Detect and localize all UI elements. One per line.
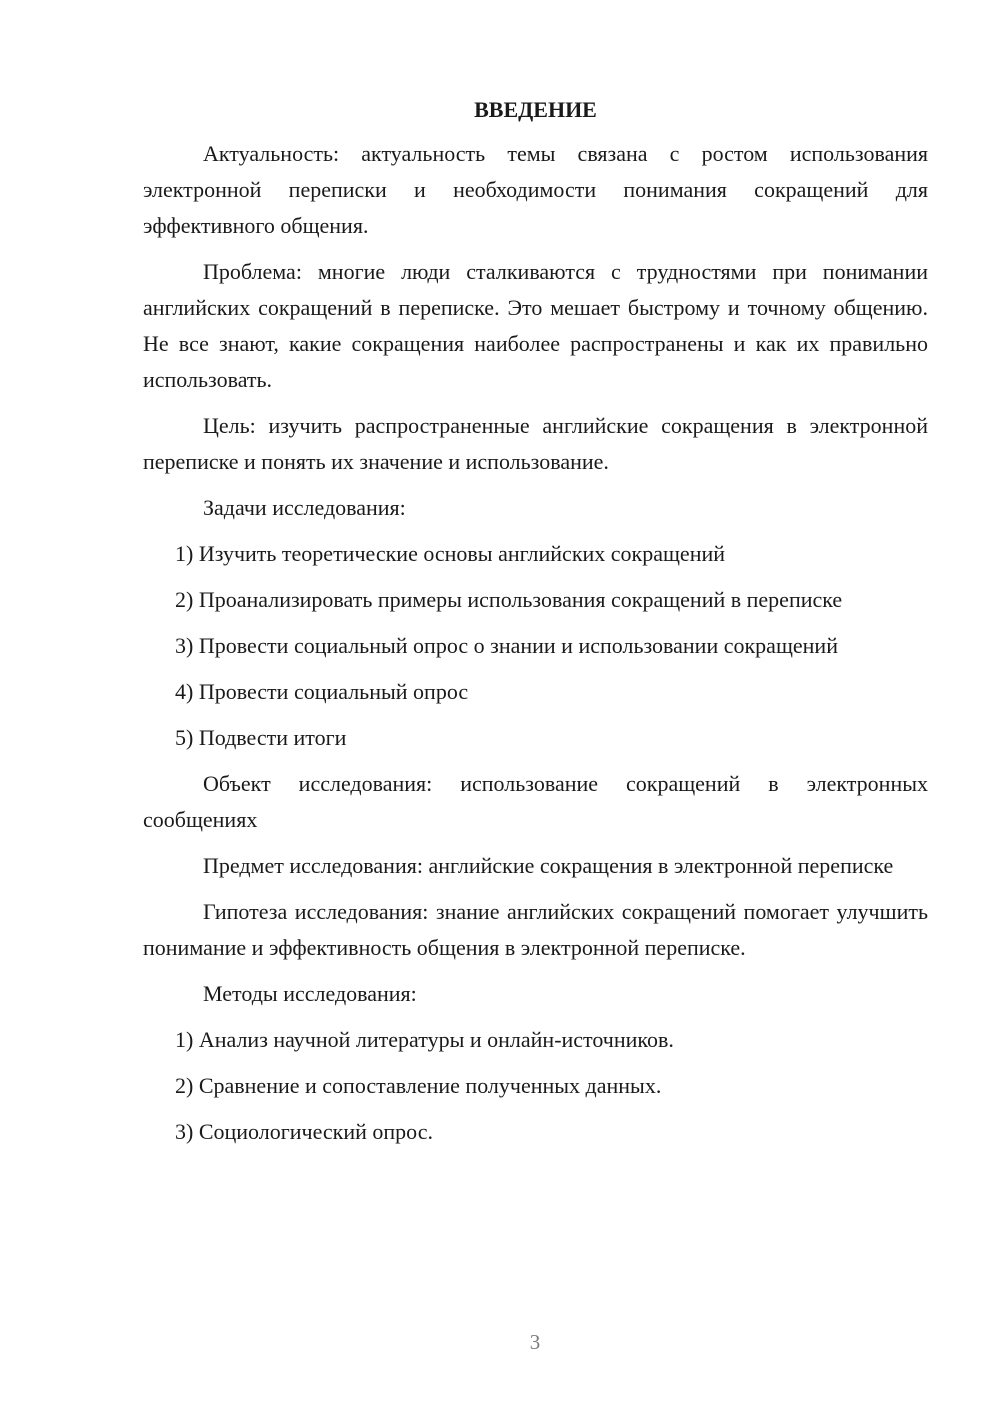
method-item: 2) Сравнение и сопоставление полученных данных.	[175, 1073, 662, 1098]
method-item: 1) Анализ научной литературы и онлайн-источников.	[175, 1027, 674, 1052]
method-item: 3) Социологический опрос.	[175, 1119, 433, 1144]
problem-paragraph: Проблема: многие люди сталкиваются с трудностями при понимании английских сокращений в переписке. Это мешает быстрому и точному общению. Не все знают, какие сокращения наиболее распространены и как их правильно использовать.	[143, 259, 928, 392]
goal-paragraph: Цель: изучить распространенные английские сокращения в электронной переписке и понять их значение и использование.	[143, 413, 928, 474]
document-page	[143, 92, 928, 1160]
methods-heading: Методы исследования:	[203, 981, 417, 1006]
subject-paragraph: Предмет исследования: английские сокращения в электронной переписке	[203, 853, 894, 878]
task-item: 1) Изучить теоретические основы английских сокращений	[175, 541, 726, 566]
hypothesis-paragraph: Гипотеза исследования: знание английских сокращений помогает улучшить понимание и эффективность общения в электронной переписке.	[143, 899, 928, 960]
relevance-paragraph: Актуальность: актуальность темы связана с ростом использования электронной переписки и необходимости понимания сокращений для эффективного общения.	[143, 141, 928, 238]
task-item: 5) Подвести итоги	[175, 725, 347, 750]
tasks-heading: Задачи исследования:	[203, 495, 406, 520]
section-title: ВВЕДЕНИЕ	[474, 97, 597, 122]
object-paragraph: Объект исследования: использование сокращений в электронных сообщениях	[143, 771, 928, 832]
task-item: 2) Проанализировать примеры использования сокращений в переписке	[175, 587, 843, 612]
task-item: 3) Провести социальный опрос о знании и использовании сокращений	[175, 633, 838, 658]
task-item: 4) Провести социальный опрос	[175, 679, 469, 704]
page-number: 3	[529, 1330, 541, 1354]
